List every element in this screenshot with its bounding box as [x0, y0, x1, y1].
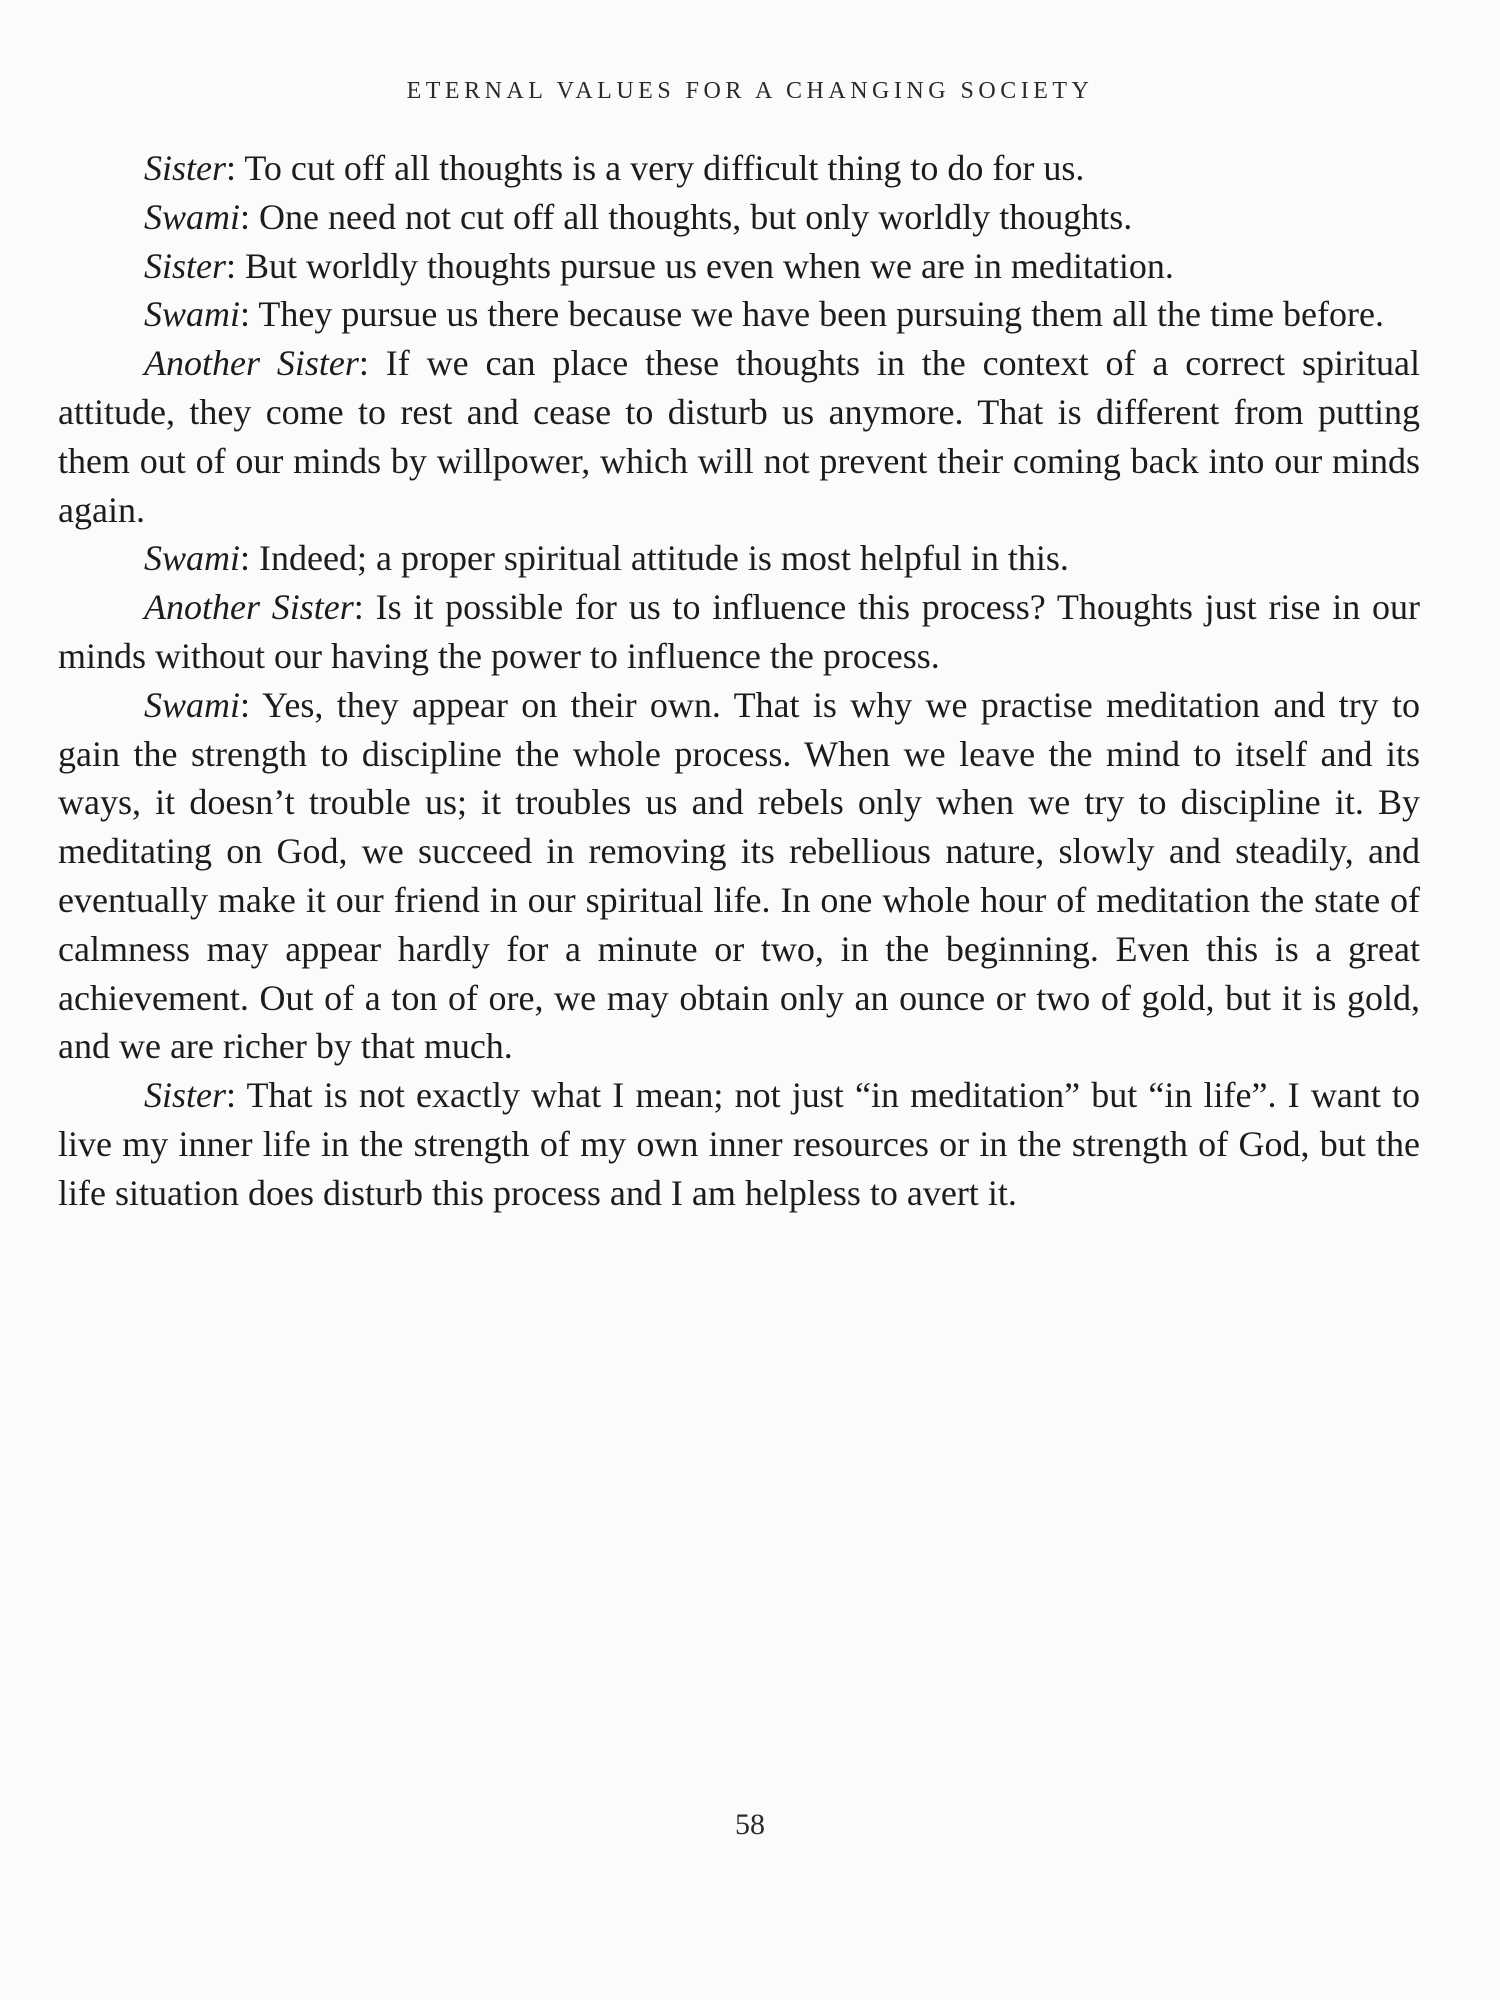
dialogue-text: But worldly thoughts pursue us even when we are in meditation. — [245, 245, 1174, 286]
page-number: 58 — [735, 1808, 765, 1841]
dialogue-text: Indeed; a proper spiritual attitude is most helpful in this. — [259, 538, 1069, 579]
speaker-name: Swami — [144, 196, 241, 237]
speaker-name: Another Sister — [144, 343, 359, 384]
speaker-name: Another Sister — [144, 587, 354, 628]
dialogue-text: To cut off all thoughts is a very difficult thing to do for us. — [244, 148, 1085, 188]
dialogue-text: They pursue us there because we have been pursuing them all the time before. — [258, 294, 1384, 335]
dialogue-text: One need not cut off all thoughts, but only worldly thoughts. — [259, 196, 1133, 237]
dialogue-text: Yes, they appear on their own. That is why we practise meditation and try to gain the strength to discipline the whole process. When we leave the mind to itself and its ways, it doesn’t trouble us; it troubles us and rebels only when we try to discipline it. By meditating on God, we succeed in removing its rebellious nature, slowly and steadily, and eventually make it our friend in our spiritual life. In one whole hour of meditation the state of calmness may appear hardly for a minute or two, in the beginning. Even this is a great achievement. Out of a ton of ore, we may obtain only an ounce or two of gold, but it is gold, and we are richer by that much. — [58, 684, 1421, 1067]
speaker-name: Sister — [144, 245, 227, 286]
speaker-name: Sister — [144, 1075, 227, 1116]
dialogue-paragraph: Sister: But worldly thoughts pursue us even when we are in meditation. — [144, 245, 1174, 286]
dialogue-text: Is it possible for us to influence this process? Thoughts just rise in our minds without our having the power to influence the process. — [58, 587, 1420, 676]
speaker-name: Swami — [144, 538, 241, 579]
dialogue-paragraph: Swami: One need not cut off all thoughts, but only worldly thoughts. — [144, 196, 1133, 237]
dialogue-text: That is not exactly what I mean; not just “in meditation” but “in life”. I want to live my inner life in the strength of my own inner resources or in the strength of God, but the life situation does disturb this process and I am helpless to avert it. — [58, 1075, 1420, 1213]
dialogue-body — [58, 144, 1420, 1218]
speaker-name: Swami — [144, 294, 241, 335]
dialogue-paragraph: Sister: To cut off all thoughts is a very difficult thing to do for us. — [144, 148, 1085, 188]
dialogue-paragraph: Swami: Indeed; a proper spiritual attitude is most helpful in this. — [144, 538, 1069, 579]
dialogue-text: If we can place these thoughts in the context of a correct spiritual attitude, they come to rest and cease to disturb us anymore. That is different from putting them out of our minds by willpower, which will not prevent their coming back into our minds again. — [58, 343, 1420, 530]
speaker-name: Sister — [144, 148, 227, 188]
running-header: ETERNAL VALUES FOR A CHANGING SOCIETY — [406, 78, 1094, 104]
dialogue-paragraph: Another Sister: Is it possible for us to influence this process? Thoughts just rise in our minds without our having the power to influence the process. — [58, 587, 1420, 676]
dialogue-paragraph: Sister: That is not exactly what I mean; not just “in meditation” but “in life”. I want to live my inner life in the strength of my own inner resources or in the strength of God, but the life situation does disturb this process and I am helpless to avert it. — [58, 1075, 1420, 1213]
dialogue-paragraph: Another Sister: If we can place these thoughts in the context of a correct spiritual attitude, they come to rest and cease to disturb us anymore. That is different from putting them out of our minds by willpower, which will not prevent their coming back into our minds again. — [58, 343, 1420, 530]
speaker-name: Swami — [144, 684, 241, 725]
dialogue-paragraph: Swami: Yes, they appear on their own. That is why we practise meditation and try to gain the strength to discipline the whole process. When we leave the mind to itself and its ways, it doesn’t trouble us; it troubles us and rebels only when we try to discipline it. By meditating on God, we succeed in removing its rebellious nature, slowly and steadily, and eventually make it our friend in our spiritual life. In one whole hour of meditation the state of calmness may appear hardly for a minute or two, in the beginning. Even this is a great achievement. Out of a ton of ore, we may obtain only an ounce or two of gold, but it is gold, and we are richer by that much. — [58, 684, 1421, 1067]
dialogue-paragraph: Swami: They pursue us there because we have been pursuing them all the time before. — [144, 294, 1384, 335]
